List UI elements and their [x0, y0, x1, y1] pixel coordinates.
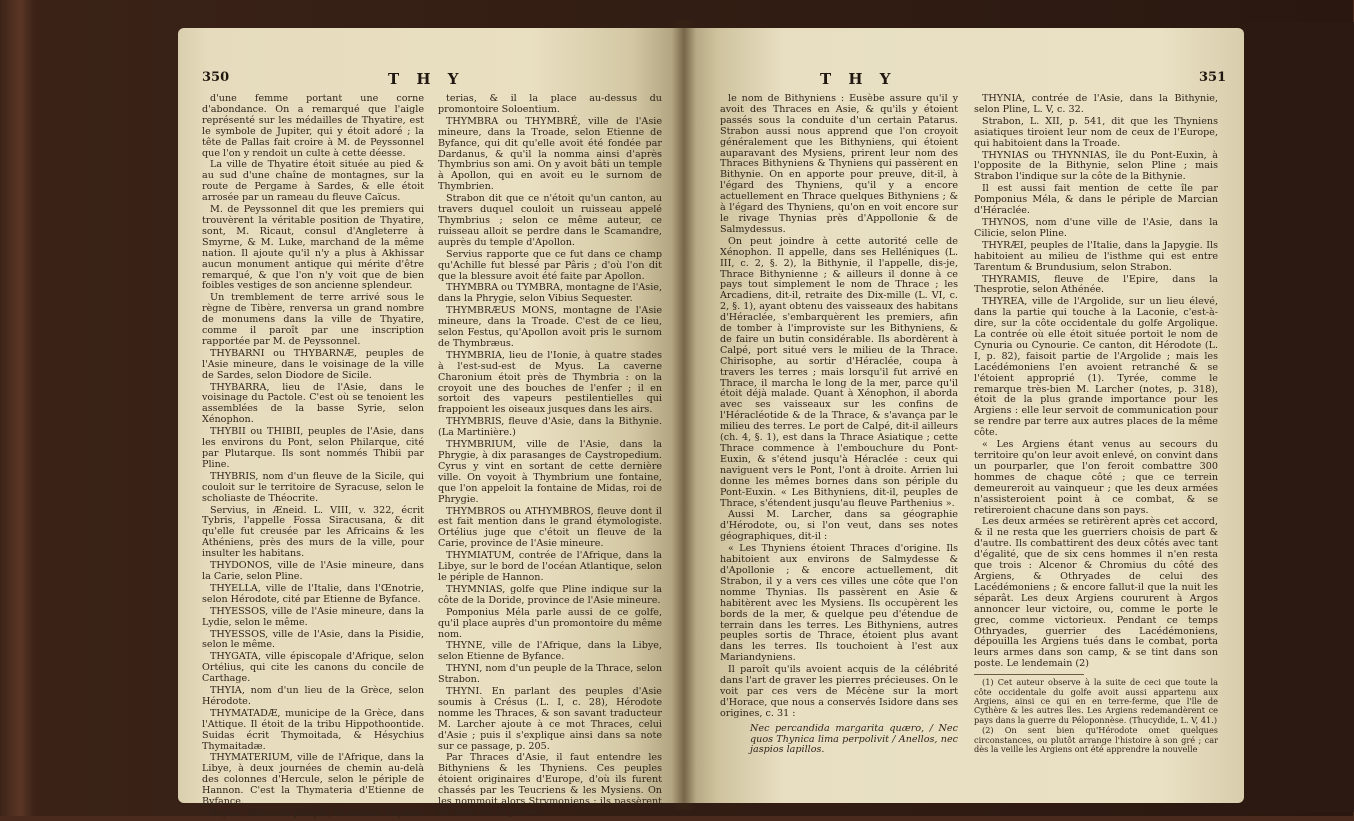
- paragraph: THYESSOS, ville de l'Asie, dans la Pisidie, selon le même.: [202, 628, 424, 651]
- paragraph: THYMATADÆ, municipe de la Grèce, dans l'Attique. Il étoit de la tribu Hippothoontide. Suidas écrit Thymoitada, & Hésychius Thymaitadæ.: [202, 707, 424, 752]
- paragraph: THYNE, ville de l'Afrique, dans la Libye, selon Etienne de Byfance.: [438, 640, 662, 663]
- paragraph: THYMBRIUM, ville de l'Asie, dans la Phrygie, à dix parasanges de Caystropedium. Cyrus y vint en sortant de cette dernière ville. On voyoit à Thymbrium une fontaine, que l'on appeloit la fontaine de Midas, roi de Phrygie.: [438, 439, 662, 505]
- paragraph: Scylax, dans son périple, la nomme Thymia-: [210, 808, 424, 819]
- paragraph: THYMBRIS, fleuve d'Asie, dans la Bithynie. (La Martinière.): [438, 416, 662, 439]
- footnote: (2) On sent bien qu'Hérodote omet quelques circonstances, ou plutôt arrange l'histoire à son gré ; car dès la veille les Argiens ont été apprendre la nouvelle: [974, 725, 1218, 754]
- paragraph: Les deux armées se retirèrent après cet accord, & il ne resta que les guerriers choisis de part & d'autre. Ils combattirent des deux côtés avec tant d'égalité, que de six cens hommes il n'en resta que trois : Alcenor & Chromius du côté des Argiens, & Othryades de celui des Lacédémoniens ; & encore fallut-il que la nuit les séparât. Les deux Argiens coururent à Argos annoncer leur victoire, ou, comme le porte le grec, comme victorieux. Pendant ce temps Othryades, guerrier des Lacédémoniens, dépouilla les Argiens tués dans le combat, porta leurs armes dans son camp, & se tint dans son poste. Le lendemain (2): [974, 516, 1218, 670]
- paragraph: THYNI, nom d'un peuple de la Thrace, selon Strabon.: [438, 663, 662, 686]
- paragraph: THYDONOS, ville de l'Asie mineure, dans la Carie, selon Pline.: [202, 560, 424, 582]
- paragraph: THYRÆI, peuples de l'Italie, dans la Japygie. Ils habitoient au milieu de l'isthme qui est entre Tarentum & Brundusium, selon Strabon.: [974, 239, 1218, 273]
- paragraph: Strabon dit que ce n'étoit qu'un canton, au travers duquel couloit un ruisseau appelé Thymbrius ; selon ce même auteur, ce ruisseau alloit se perdre dans le Scamandre, auprès du temple d'Apollon.: [438, 193, 662, 248]
- paragraph: La ville de Thyatire étoit située au pied & au sud d'une chaîne de montagnes, sur la route de Pergame à Sardes, & elle étoit arrosée par un rameau du fleuve Caïcus.: [202, 159, 424, 204]
- left-column-1: [202, 94, 424, 821]
- paragraph: THYBARNI ou THYBARNÆ, peuples de l'Asie mineure, dans le voisinage de la ville de Sardes, selon Diodore de Sicile.: [202, 347, 424, 381]
- paragraph: THYBII ou THIBII, peuples de l'Asie, dans les environs du Pont, selon Philarque, cité par Plutarque. Ils sont nommés Thibii par Pline.: [202, 426, 424, 470]
- paragraph: Aussi M. Larcher, dans sa géographie d'Hérodote, ou, si l'on veut, dans ses notes géographiques, dit-il :: [720, 509, 958, 543]
- book-cover-edge: [1244, 22, 1354, 812]
- paragraph: terias, & il la place au-dessus du promontoire Soloentium.: [438, 93, 662, 115]
- paragraph: M. de Peyssonnel dit que les premiers qui trouvèrent la véritable position de Thyatire, sont, M. Ricaut, consul d'Angleterre à Smyrne, & M. Luke, marchand de la même nation. Il ajoute qu'il n'y a plus à Akhissar aucun monument antique qui mérite d'être remarqué, & que l'on n'y voit que de bien foibles vestiges de son ancienne splendeur.: [202, 204, 424, 292]
- paragraph: THYNIA, contrée de l'Asie, dans la Bithynie, selon Pline, L. V, c. 32.: [974, 93, 1218, 115]
- paragraph: THYMBRA ou TYMBRA, montagne de l'Asie, dans la Phrygie, selon Vibius Sequester.: [438, 282, 662, 305]
- paragraph: THYESSOS, ville de l'Asie mineure, dans la Lydie, selon le même.: [202, 605, 424, 628]
- paragraph: Il est aussi fait mention de cette île par Pomponius Méla, & dans le périple de Marcian d'Héraclée.: [974, 183, 1218, 217]
- paragraph: d'une femme portant une corne d'abondance. On a remarqué que l'aigle représenté sur les médailles de Thyatire, est le symbole de Jupiter, qui y étoit adoré ; la tête de Pallas fait croire à M. de Peyssonnel que l'on y rendoit un culte à cette déesse.: [202, 93, 424, 159]
- paragraph: THYMBRA ou THYMBRÉ, ville de l'Asie mineure, dans la Troade, selon Etienne de Byfance, qui dit qu'elle avoit été fondée par Dardanus, & qu'il la nomma ainsi d'après Thymbrius son ami. On y avoit bâti un temple à Apollon, qui en avoit eu le surnom de Thymbrien.: [438, 115, 662, 193]
- paragraph: THYELLA, ville de l'Italie, dans l'Œnotrie, selon Hérodote, cité par Etienne de Byfance.: [202, 582, 424, 605]
- paragraph: Il paroît qu'ils avoient acquis de la célébrité dans l'art de graver les pierres précieuses. On le voit par ces vers de Mécène sur la mort d'Horace, que nous a conservés Isidore dans ses origines, c. 31 :: [720, 664, 958, 719]
- right-running-header: T H Y: [820, 70, 897, 88]
- book-gutter: [672, 20, 696, 810]
- left-page-number: 350: [202, 70, 230, 85]
- paragraph: THYBRIS, nom d'un fleuve de la Sicile, qui couloit sur le territoire de Syracuse, selon le scholiaste de Théocrite.: [202, 470, 424, 504]
- left-running-header: T H Y: [388, 70, 465, 88]
- paragraph: THYMIATUM, contrée de l'Afrique, dans la Libye, sur le bord de l'océan Atlantique, selon le périple de Hannon.: [438, 550, 662, 583]
- paragraph: THYMBRÆUS MONS, montagne de l'Asie mineure, dans la Troade. C'est de ce lieu, selon Festus, qu'Apollon avoit pris le surnom de Thymbræus.: [438, 305, 662, 349]
- left-column-2: [438, 94, 662, 820]
- paragraph: On peut joindre à cette autorité celle de Xénophon. Il appelle, dans ses Helléniques (L. III, c. 2, §. 2), la Bithynie, il l'appelle, dis-je, Thrace Bithynienne ; & ailleurs il donne à ce pays tout simplement le nom de Thrace ; les Arcadiens, dit-il, retraite des Dix-mille (L. VI, c. 2, §. 1), ayant obtenu des vaisseaux des habitans d'Héraclée, s'embarquèrent les premiers, afin de tomber à l'improviste sur les Bithyniens, & de faire un butin considérable. Ils abordèrent à Calpé, port situé vers le milieu de la Thrace. Chirisophe, au sortir d'Héraclée, coupa à travers les terres ; mais lorsqu'il fut arrivé en Thrace, il marcha le long de la mer, parce qu'il étoit déjà malade. Quant à Xénophon, il aborda avec ses vaisseaux sur les confins de l'Héracléotide & de la Thrace, & s'avança par le milieu des terres. Le port de Calpé, dit-il ailleurs (ch. 4, §. 1), est dans la Thrace Asiatique ; cette Thrace commence à l'embouchure du Pont-Euxin, & s'étend jusqu'à Héraclée : ceux qui naviguent vers le Pont, l'ont à droite. Arrien lui donne les mêmes bornes dans son périple du Pont-Euxin. « Les Bithyniens, dit-il, peuples de Thrace, s'étendent jusqu'au fleuve Parthenius ».: [720, 235, 958, 509]
- paragraph: « Les Argiens étant venus au secours du territoire qu'on leur avoit enlevé, on convint dans un pourparler, que l'on feroit combattre 300 hommes de chaque côté ; que ce terrein demeureroit au vainqueur ; que les deux armées n'assisteroient point à ce combat, & se retireroient chacune dans son pays.: [974, 439, 1218, 516]
- paragraph: THYNIAS ou THYNNIAS, île du Pont-Euxin, à l'opposite de la Bithynie, selon Pline ; mais Strabon l'indique sur la côte de la Bithynie.: [974, 149, 1218, 183]
- right-column-2-body: [974, 94, 1218, 670]
- paragraph: THYMBROS ou ATHYMBROS, fleuve dont il est fait mention dans le grand étymologiste. Ortélius juge que c'étoit un fleuve de la Carie, province de l'Asie mineure.: [438, 505, 662, 550]
- paragraph: Pomponius Méla parle aussi de ce golfe, qu'il place auprès d'un promontoire du même nom.: [438, 606, 662, 640]
- paragraph: Servius, in Æneid. L. VIII, v. 322, écrit Tybris, l'appelle Fossa Siracusana, & dit qu'elle fut creusée par les Africains & les Athéniens, près des murs de la ville, pour insulter les habitans.: [202, 504, 424, 560]
- paragraph: le nom de Bithyniens : Eusèbe assure qu'il y avoit des Thraces en Asie, & qu'ils y étoient passés sous la conduite d'un certain Patarus. Strabon aussi nous apprend que l'on croyoit généralement que les Bithyniens, qui étoient auparavant des Mysiens, prirent leur nom des Thraces Bithyniens & Thyniens qui passèrent en Bithynie. On en apporte pour preuve, dit-il, à l'égard des Thyniens, qu'il y a encore actuellement en Thrace quelques Bithyniens ; & à l'égard des Thyniens, qu'on en voit encore sur le rivage Thynias près d'Appollonie & de Salmydessus.: [720, 93, 958, 235]
- right-page-number: 351: [1199, 70, 1227, 85]
- paragraph: THYIA, nom d'un lieu de la Grèce, selon Hérodote.: [202, 685, 424, 707]
- footnote: (1) Cet auteur observe à la suite de ceci que toute la côte occidentale du golfe avoit aussi appartenu aux Argiens, ainsi ce qui en en terre-ferme, que l'île de Cythère & les autres îles. Les Argiens redemandèrent ce pays dans la guerre du Péloponnèse. (Thucydide, L. V, 41.): [974, 677, 1218, 725]
- left-page: [178, 28, 684, 819]
- paragraph: THYNOS, nom d'une ville de l'Asie, dans la Cilicie, selon Pline.: [974, 216, 1218, 239]
- right-column-2: [974, 94, 1218, 755]
- right-page: [684, 28, 1244, 803]
- paragraph: THYREA, ville de l'Argolide, sur un lieu élevé, dans la partie qui touche à la Laconie, c'est-à-dire, sur la côte occidentale du golfe Argolique. La contrée où elle étoit située portoit le nom de Cynuria ou Cynourie. Ce canton, dit Hérodote (L. I, p. 82), faisoit partie de l'Argolide ; mais les Lacédémoniens l'en avoient retranché & se l'étoient approprié (1). Tyrée, comme le remarque très-bien M. Larcher (notes, p. 318), étoit de la plus grande importance pour les Argiens : elle leur servoit de communication pour se rendre par terre aux autres places de la même côte.: [974, 296, 1218, 439]
- paragraph: Servius rapporte que ce fut dans ce champ qu'Achille fut blessé par Pâris ; d'où l'on dit que la blessure avoit été faite par Apollon.: [438, 248, 662, 282]
- footnotes: [974, 678, 1218, 754]
- right-column-1: [720, 94, 958, 760]
- paragraph: Un tremblement de terre arrivé sous le règne de Tibère, renversa un grand nombre de monumens dans la ville de Thyatire, comme il paroît par une inscription rapportée par M. de Peyssonnel.: [202, 292, 424, 347]
- paragraph: Strabon, L. XII, p. 541, dit que les Thyniens asiatiques tiroient leur nom de ceux de l'Europe, qui habitoient dans la Troade.: [974, 115, 1218, 149]
- paragraph: THYMATERIUM, ville de l'Afrique, dans la Libye, à deux journées de chemin au-delà des colonnes d'Hercule, selon le périple de Hannon. C'est la Thymateria d'Etienne de Byfance.: [202, 752, 424, 808]
- paragraph: THYMBRIA, lieu de l'Ionie, à quatre stades à l'est-sud-est de Myus. La caverne Charonium étoit près de Thymbria : on la croyoit une des bouches de l'enfer ; il en sortoit des vapeurs pestilentielles qui frappoient les oiseaux jusques dans les airs.: [438, 349, 662, 416]
- paragraph: THYRAMIS, fleuve de l'Epire, dans la Thesprotie, selon Athénée.: [974, 273, 1218, 296]
- paragraph: THYBARRA, lieu de l'Asie, dans le voisinage du Pactole. C'est où se tenoient les assemblées de la basse Syrie, selon Xénophon.: [202, 381, 424, 426]
- paragraph: « Les Thyniens étoient Thraces d'origine. Ils habitoient aux environs de Salmydesse & d'Apollonie ; & encore actuellement, dit Strabon, il y a vers ces villes une côte que l'on nomme Thynias. Ils passèrent en Asie & habitèrent avec les Mysiens. Ils occupèrent les bords de la mer, & quelque peu d'étendue de terrain dans les terres. Les Bithyniens, autres peuples sortis de Thrace, étoient plus avant dans les terres. Ils touchoient à l'est aux Mariandyniens.: [720, 543, 958, 664]
- paragraph: THYNI. En parlant des peuples d'Asie soumis à Crésus (L. I, c. 28), Hérodote nomme les Thraces, & son savant traducteur M. Larcher ajoute à ce mot Thraces, celui d'Asie ; puis il s'explique ainsi dans sa note sur ce passage, p. 205.: [438, 686, 662, 752]
- footnote-rule: [974, 674, 1084, 675]
- paragraph: Par Thraces d'Asie, il faut entendre les Bithyniens & les Thyniens. Ces peuples étoient originaires d'Europe, d'où ils furent chassés par les Teucriens & les Mysiens. On les nommoit alors Strymoniens ; ils passèrent en Asie, où ils prirent: [438, 752, 662, 818]
- paragraph: THYGATA, ville épiscopale d'Afrique, selon Ortélius, qui cite les canons du concile de Carthage.: [202, 651, 424, 685]
- paragraph: THYMNIAS, golfe que Pline indique sur la côte de la Doride, province de l'Asie mineure.: [438, 583, 662, 606]
- paragraph: Nec percandida margarita quæro, / Nec quos Thynica lima perpolivit / Anellos, nec jaspios lapillos.: [750, 722, 958, 756]
